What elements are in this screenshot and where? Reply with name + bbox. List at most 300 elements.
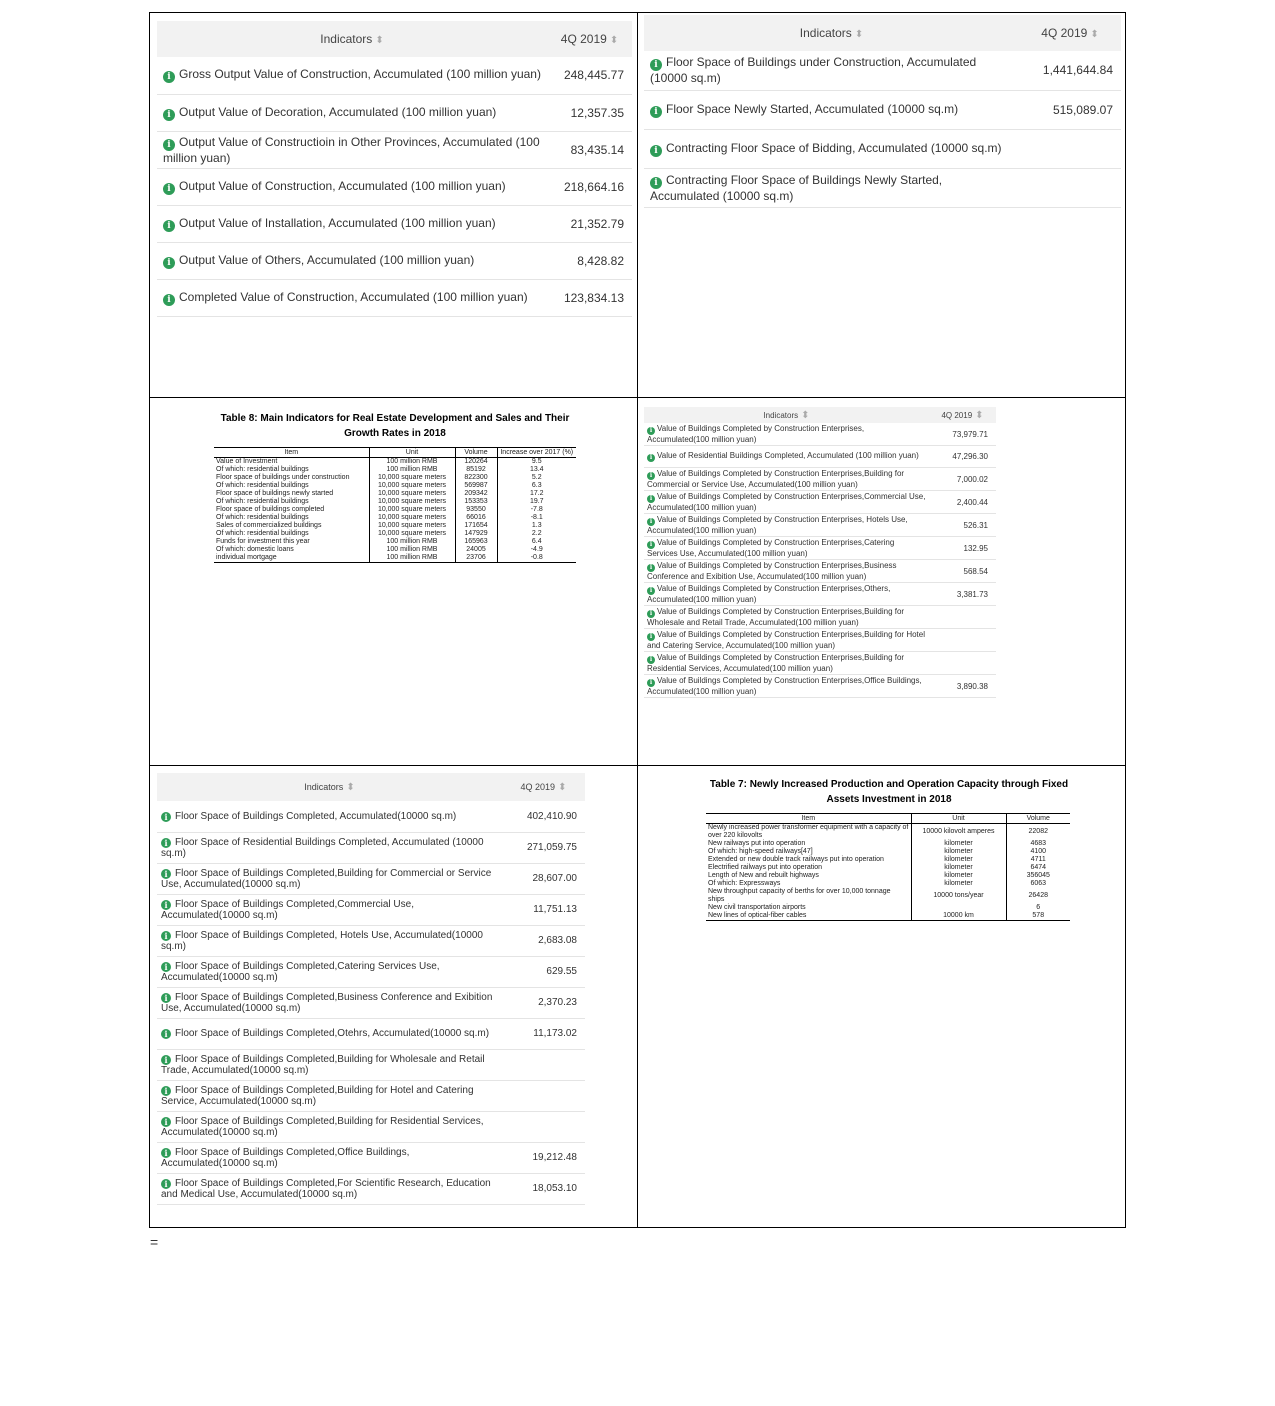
indicator-label: Value of Buildings Completed by Construction Enterprises,Others, Accumulated(100 million yuan) [647,584,891,604]
col-indicators[interactable]: Indicators ⬍ [157,21,547,57]
sort-icon[interactable]: ⬍ [975,409,984,421]
indicator-value: 18,053.10 [502,1173,585,1204]
floor-completed-table [157,773,585,1205]
col-4q2019[interactable]: 4Q 2019 ⬍ [502,773,585,801]
info-icon[interactable]: i [650,59,662,71]
cell-item: Of which: domestic loans [216,546,294,553]
indicator-cell [157,57,547,94]
indicator-value: 7,000.02 [929,468,996,491]
cell-volume: 569987 [455,482,497,490]
cell-volume: 4100 [1006,848,1070,856]
indicator-value [929,629,996,652]
indicator-value [502,1111,585,1142]
cell-unit: 10,000 square meters [369,522,455,530]
table-row [157,242,632,279]
indicator-label: Output Value of Installation, Accumulated (100 million yuan) [179,215,496,230]
table-row [644,446,996,468]
cell-volume: 6 [1006,904,1070,912]
indicator-cell [157,863,502,894]
cell-item: Extended or new double track railways put into operation [708,856,884,863]
cell-volume: 822300 [455,474,497,482]
indicator-label: Floor Space of Buildings Completed,Office Buildings, Accumulated(10000 sq.m) [161,1146,410,1169]
cell-unit: 10,000 square meters [369,530,455,538]
cell-item: Funds for investment this year [216,538,310,545]
indicator-value: 629.55 [502,956,585,987]
indicator-label: Floor Space of Buildings Completed,Building for Commercial or Service Use, Accumulated(10000 sq.m) [161,867,492,890]
indicator-value: 19,212.48 [502,1142,585,1173]
indicator-value: 218,664.16 [547,168,632,205]
cell-item: Newly increased power transformer equipment with a capacity of over 220 kilovolts [708,824,909,839]
info-icon[interactable]: i [163,257,175,269]
cell-inc: 6.3 [497,482,576,490]
cell-volume: 26428 [1006,888,1070,904]
table7-panel [706,777,1072,921]
indicator-cell [644,652,929,675]
cell-inc: 17.2 [497,490,576,498]
table-row [157,1049,585,1080]
indicator-label: Value of Buildings Completed by Construction Enterprises,Building for Wholesale and Retail Trade, Accumulated(100 million yuan) [647,607,905,627]
sort-icon[interactable]: ⬍ [375,35,384,46]
cell-item: Of which: residential buildings [216,530,309,537]
indicator-value: 515,089.07 [1019,90,1121,129]
info-icon[interactable]: i [163,71,175,83]
indicator-value [1019,129,1121,168]
col-4q2019[interactable]: 4Q 2019 ⬍ [547,21,632,57]
info-icon[interactable]: i [647,495,655,503]
indicator-value: 2,400.44 [929,491,996,514]
indicator-label: Floor Space of Buildings Completed,Otehrs, Accumulated(10000 sq.m) [175,1028,490,1039]
indicator-label: Contracting Floor Space of Buildings Newly Started, Accumulated (10000 sq.m) [650,172,943,203]
info-icon[interactable]: i [161,1055,171,1065]
info-icon[interactable]: i [647,427,655,435]
indicator-label: Floor Space of Buildings Completed, Hotels Use, Accumulated(10000 sq.m) [161,929,483,952]
cell-unit [911,904,1006,912]
indicator-cell [157,1173,502,1204]
cell-unit: kilometer [911,880,1006,888]
cell-unit: 10000 kilovolt amperes [911,824,1006,841]
col-volume: Volume [455,448,497,458]
floor-completed-panel [157,773,585,1205]
cell-unit: 10,000 square meters [369,506,455,514]
cell-inc: -0.8 [497,554,576,563]
indicator-value: 28,607.00 [502,863,585,894]
cell-unit: 10000 tons/year [911,888,1006,904]
indicator-label: Value of Buildings Completed by Construction Enterprises,Commercial Use, Accumulated(100 million yuan) [647,492,926,512]
cell-inc: 6.4 [497,538,576,546]
table-row [157,205,632,242]
info-icon[interactable]: i [650,145,662,157]
table-row [644,90,1121,129]
col-indicators[interactable]: Indicators ⬍ [157,773,502,801]
table-row [157,1111,585,1142]
sort-icon[interactable]: ⬍ [1090,29,1099,40]
table-row [706,824,1070,841]
indicator-cell [157,94,547,131]
col-unit: Unit [369,448,455,458]
col-unit: Unit [911,814,1006,824]
indicator-cell [644,560,929,583]
indicator-value: 123,834.13 [547,279,632,316]
indicator-cell [157,1142,502,1173]
indicator-label: Output Value of Construction, Accumulated (100 million yuan) [179,178,506,193]
cell-item: Of which: high-speed railways[47] [708,848,813,855]
indicator-label: Gross Output Value of Construction, Accumulated (100 million yuan) [179,67,541,82]
indicator-label: Value of Buildings Completed by Construction Enterprises,Catering Services Use, Accumulated(100 million yuan) [647,538,895,558]
indicator-label: Floor Space of Buildings Completed,Business Conference and Exibition Use, Accumulated(10000 sq.m) [161,991,493,1014]
cell-unit: 10,000 square meters [369,482,455,490]
cell-volume: 120264 [455,458,497,467]
indicator-label: Floor Space of Residential Buildings Completed, Accumulated (10000 sq.m) [161,836,484,859]
table-row [157,956,585,987]
info-icon[interactable]: i [647,454,655,462]
indicator-cell [644,491,929,514]
table-row [644,129,1121,168]
cell-unit: 10,000 square meters [369,474,455,482]
info-icon[interactable]: i [650,106,662,118]
table8-title: Table 8: Main Indicators for Real Estate Development and Sales and Their Growth Rates in 2018 [220,413,570,439]
indicator-value: 402,410.90 [502,801,585,832]
indicator-cell [157,956,502,987]
indicator-cell [157,925,502,956]
table-row [157,168,632,205]
col-4q2019[interactable]: 4Q 2019 ⬍ [929,407,996,423]
cell-volume: 24005 [455,546,497,554]
info-icon[interactable]: i [163,183,175,195]
col-4q2019[interactable]: 4Q 2019 ⬍ [1019,15,1121,51]
info-icon[interactable]: i [647,633,655,641]
sort-icon[interactable]: ⬍ [558,781,567,793]
indicator-label: Contracting Floor Space of Bidding, Accumulated (10000 sq.m) [666,140,1002,155]
indicator-value: 132.95 [929,537,996,560]
cell-volume: 85192 [455,466,497,474]
info-icon[interactable]: i [161,962,171,972]
indicator-cell [157,205,547,242]
indicator-cell [157,131,547,168]
table-row [157,987,585,1018]
indicator-label: Floor Space of Buildings Completed,Building for Residential Services, Accumulated(10000 sq.m) [161,1115,484,1138]
info-icon[interactable]: i [161,1029,171,1039]
indicator-value: 1,441,644.84 [1019,51,1121,90]
sort-icon[interactable]: ⬍ [801,409,810,421]
cell-inc: 19.7 [497,498,576,506]
info-icon[interactable]: i [161,900,171,910]
cell-unit: 10000 km [911,912,1006,921]
indicator-label: Floor Space of Buildings Completed,For Scientific Research, Education and Medical Use, Accumulated(10000 sq.m) [161,1177,491,1200]
table-row [706,904,1070,912]
indicator-label: Floor Space of Buildings Completed,Commercial Use, Accumulated(10000 sq.m) [161,898,414,921]
cell-unit: 100 million RMB [369,546,455,554]
indicator-cell [157,168,547,205]
sort-icon[interactable]: ⬍ [346,781,355,793]
cell-unit: kilometer [911,864,1006,872]
indicator-label: Value of Buildings Completed by Construction Enterprises,Business Conference and Exibition Use, Accumulated(100 million yuan) [647,561,897,581]
table-row [644,675,996,698]
col-indicators[interactable]: Indicators ⬍ [644,15,1019,51]
table8-panel [214,411,576,563]
cell-volume: 6063 [1006,880,1070,888]
indicator-cell [644,629,929,652]
construction-output-table [157,21,632,317]
info-icon[interactable]: i [161,1148,171,1158]
cell-unit: 10,000 square meters [369,490,455,498]
indicator-cell [644,537,929,560]
table7-title: Table 7: Newly Increased Production and Operation Capacity through Fixed Assets Investment in 2018 [709,779,1069,805]
info-icon[interactable]: i [163,294,175,306]
table-row [706,840,1070,848]
table-row [706,872,1070,880]
table8 [214,447,576,563]
info-icon[interactable]: i [161,931,171,941]
indicator-value: 21,352.79 [547,205,632,242]
info-icon[interactable]: i [163,139,175,151]
indicator-label: Value of Buildings Completed by Construction Enterprises,Office Buildings, Accumulated(100 million yuan) [647,676,922,696]
footer-mark: = [150,1234,159,1250]
cell-unit: kilometer [911,872,1006,880]
cell-volume: 23706 [455,554,497,563]
cell-volume: 147929 [455,530,497,538]
table-row [214,490,576,498]
indicator-cell [644,675,929,698]
info-icon[interactable]: i [650,177,662,189]
cell-inc: -4.9 [497,546,576,554]
table-row [214,554,576,563]
indicator-cell [157,1080,502,1111]
indicator-cell [157,801,502,832]
indicator-label: Value of Residential Buildings Completed, Accumulated (100 million yuan) [657,451,919,460]
cell-item: Sales of commercialized buildings [216,522,322,529]
indicator-label: Output Value of Constructioin in Other Provinces, Accumulated (100 million yuan) [163,134,540,165]
cell-item: Length of New and rebuilt highways [708,872,819,879]
table-row [157,1142,585,1173]
table-row [644,652,996,675]
table-row [214,522,576,530]
value-completed-panel [644,407,996,698]
table-row [157,832,585,863]
indicator-label: Completed Value of Construction, Accumulated (100 million yuan) [179,289,528,304]
table7 [706,813,1070,921]
table-row [157,279,632,316]
cell-unit: 100 million RMB [369,458,455,467]
cell-unit: 100 million RMB [369,538,455,546]
grid-divider-1 [150,397,1125,398]
indicator-value [1019,168,1121,207]
table-row [644,51,1121,90]
table-row [644,537,996,560]
info-icon[interactable]: i [647,587,655,595]
info-icon[interactable]: i [647,610,655,618]
indicator-value: 526.31 [929,514,996,537]
col-volume: Volume [1006,814,1070,824]
indicator-label: Value of Buildings Completed by Construction Enterprises, Hotels Use, Accumulated(100 million yuan) [647,515,908,535]
info-icon[interactable]: i [161,1117,171,1127]
cell-volume: 171654 [455,522,497,530]
indicator-value [929,652,996,675]
cell-inc: -7.8 [497,506,576,514]
cell-volume: 4711 [1006,856,1070,864]
cell-item: New throughput capacity of berths for over 10,000 tonnage ships [708,888,891,903]
table-row [214,506,576,514]
indicator-value: 2,370.23 [502,987,585,1018]
table-row [706,864,1070,872]
table-row [706,856,1070,864]
cell-item: Floor space of buildings completed [216,506,325,513]
floor-space-panel [644,15,1121,208]
cell-item: Value of Investment [216,458,278,465]
cell-unit: kilometer [911,848,1006,856]
cell-unit: kilometer [911,856,1006,864]
table-row [706,888,1070,904]
indicator-cell [644,583,929,606]
indicator-label: Floor Space of Buildings Completed, Accumulated(10000 sq.m) [175,810,457,822]
cell-inc: 1.3 [497,522,576,530]
indicator-cell [157,279,547,316]
table-row [157,1018,585,1049]
table-row [644,423,996,446]
cell-volume: 578 [1006,912,1070,921]
info-icon[interactable]: i [163,109,175,121]
info-icon[interactable]: i [161,812,171,822]
cell-item: Of which: residential buildings [216,514,309,521]
indicator-label: Output Value of Others, Accumulated (100 million yuan) [179,252,475,267]
indicator-value: 271,059.75 [502,832,585,863]
col-item: Item [706,814,911,824]
table-row [644,514,996,537]
info-icon[interactable]: i [161,838,171,848]
indicator-value: 3,381.73 [929,583,996,606]
table-row [157,894,585,925]
table-row [644,168,1121,207]
indicator-value: 73,979.71 [929,423,996,446]
table-row [157,1080,585,1111]
info-icon[interactable]: i [647,472,655,480]
cell-unit: kilometer [911,840,1006,848]
table-row [644,491,996,514]
table-row [214,546,576,554]
indicator-label: Floor Space of Buildings Completed,Building for Wholesale and Retail Trade, Accumulated(10000 sq.m) [161,1053,485,1076]
table-row [644,583,996,606]
indicator-cell [644,446,929,468]
cell-inc: 13.4 [497,466,576,474]
table-row [214,458,576,467]
info-icon[interactable]: i [647,541,655,549]
cell-item: Floor space of buildings newly started [216,490,334,497]
indicator-label: Floor Space of Buildings Completed,Building for Hotel and Catering Service, Accumulated(10000 sq.m) [161,1084,474,1107]
indicator-value: 11,751.13 [502,894,585,925]
indicator-cell [644,51,1019,90]
floor-space-table [644,15,1121,208]
table-row [157,94,632,131]
table-row [706,848,1070,856]
indicator-value: 568.54 [929,560,996,583]
cell-volume: 66016 [455,514,497,522]
cell-item: Electrified railways put into operation [708,864,823,871]
col-item: Item [214,448,369,458]
cell-item: Of which: Expressways [708,880,781,887]
cell-item: New lines of optical-fiber cables [706,912,911,921]
indicator-value [929,606,996,629]
value-completed-table [644,407,996,698]
indicator-label: Floor Space of Buildings under Construction, Accumulated (10000 sq.m) [650,55,977,86]
cell-volume: 209342 [455,490,497,498]
indicator-cell [644,514,929,537]
cell-unit: 100 million RMB [369,554,455,563]
grid-divider-2 [150,765,1125,766]
table-row [214,474,576,482]
info-icon[interactable]: i [163,220,175,232]
sort-icon[interactable]: ⬍ [854,29,864,40]
indicator-label: Floor Space of Buildings Completed,Catering Services Use, Accumulated(10000 sq.m) [161,960,440,983]
table-row [157,1173,585,1204]
table-row [157,863,585,894]
sort-icon[interactable]: ⬍ [609,35,619,46]
cell-item: New railways put into operation [708,840,806,847]
indicator-value: 248,445.77 [547,57,632,94]
indicator-label: Value of Buildings Completed by Construction Enterprises,Building for Commercial or Service Use, Accumulated(100 million yuan) [647,469,905,489]
cell-unit: 10,000 square meters [369,514,455,522]
grid-divider-vertical [637,13,638,1227]
indicator-value: 12,357.35 [547,94,632,131]
table-row [214,514,576,522]
indicator-label: Output Value of Decoration, Accumulated (100 million yuan) [179,104,497,119]
indicator-cell [644,468,929,491]
col-increase: Increase over 2017 (%) [497,448,576,458]
indicator-cell [644,606,929,629]
table-row [706,912,1070,921]
table-row [157,57,632,94]
info-icon[interactable]: i [161,1179,171,1189]
info-icon[interactable]: i [161,1086,171,1096]
indicator-value: 47,296.30 [929,446,996,468]
indicator-value [502,1080,585,1111]
table-row [644,629,996,652]
table-row [214,466,576,474]
col-indicators[interactable]: Indicators ⬍ [644,407,929,423]
construction-output-panel [157,21,632,317]
cell-inc: -8.1 [497,514,576,522]
indicator-label: Floor Space Newly Started, Accumulated (10000 sq.m) [666,101,959,116]
cell-volume: 22082 [1006,824,1070,841]
info-icon[interactable]: i [647,679,655,687]
cell-inc: 2.2 [497,530,576,538]
page-grid [149,12,1126,1228]
info-icon[interactable]: i [647,564,655,572]
cell-volume: 165963 [455,538,497,546]
cell-volume: 153353 [455,498,497,506]
indicator-cell [644,168,1019,207]
cell-item: New civil transportation airports [708,904,806,911]
info-icon[interactable]: i [647,518,655,526]
info-icon[interactable]: i [161,869,171,879]
indicator-label: Value of Buildings Completed by Construction Enterprises,Building for Hotel and Catering Service, Accumulated(100 million yuan) [647,630,925,650]
cell-item: Floor space of buildings under construction [216,474,350,481]
indicator-cell [157,1111,502,1142]
table-row [157,131,632,168]
indicator-value: 8,428.82 [547,242,632,279]
table-row [214,498,576,506]
indicator-label: Value of Buildings Completed by Construction Enterprises,Building for Residential Services, Accumulated(100 million yuan) [647,653,905,673]
indicator-cell [644,423,929,446]
cell-volume: 93550 [455,506,497,514]
cell-inc: 9.5 [497,458,576,467]
table-row [644,606,996,629]
cell-item: Of which: residential buildings [216,466,309,473]
info-icon[interactable]: i [647,656,655,664]
info-icon[interactable]: i [161,993,171,1003]
indicator-cell [644,129,1019,168]
indicator-cell [157,1018,502,1049]
table-row [644,468,996,491]
indicator-label: Value of Buildings Completed by Construction Enterprises, Accumulated(100 million yuan) [647,424,865,444]
